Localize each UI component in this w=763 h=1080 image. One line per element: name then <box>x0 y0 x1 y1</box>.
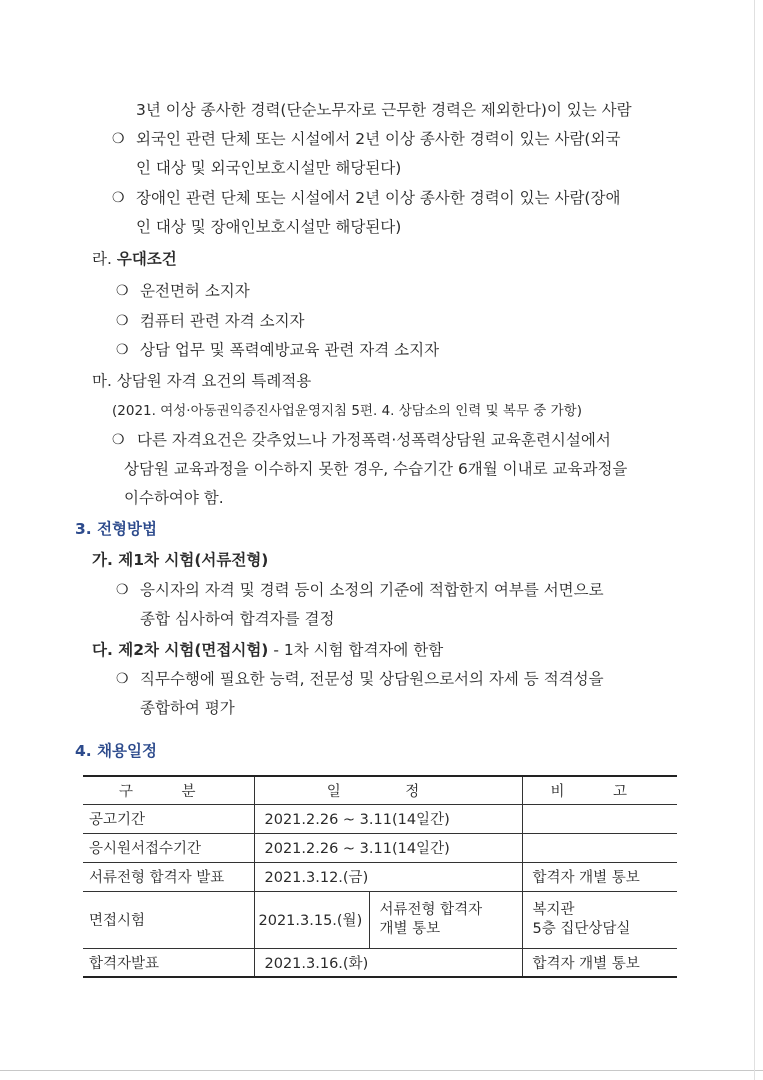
row-note-line-1: 서류전형 합격자 <box>379 901 483 918</box>
section-4-title: 4. 채용일정 <box>75 742 157 760</box>
bullet-icon: ❍ <box>116 283 129 299</box>
qualification-line-5: 인 대상 및 장애인보호시설만 해당된다) <box>136 218 402 236</box>
row-label: 응시원서접수기간 <box>83 833 254 862</box>
table-row <box>83 948 677 977</box>
exception-line-1: 다른 자격요건은 갖추었느나 가정폭력·성폭력상담원 교육훈련시설에서 <box>137 431 611 449</box>
table-row <box>83 804 677 833</box>
row-remark-line-2: 5층 집단상담실 <box>532 920 631 937</box>
header-remarks: 비 고 <box>522 776 677 804</box>
row-note-line-2: 개별 통보 <box>379 920 441 937</box>
qualification-line-3: 인 대상 및 외국인보호시설만 해당된다) <box>136 159 402 177</box>
qualification-line-4: 장애인 관련 단체 또는 시설에서 2년 이상 종사한 경력이 있는 사람(장애 <box>136 189 621 207</box>
qualification-line-1: 3년 이상 종사한 경력(단순노무자로 근무한 경력은 제외한다)이 있는 사람 <box>136 101 632 119</box>
section-ra-title: 우대조건 <box>116 250 177 268</box>
row-label: 공고기간 <box>83 804 254 833</box>
bullet-icon: ❍ <box>112 190 125 206</box>
section-ma-heading: 마. 상담원 자격 요건의 특례적용 <box>92 372 312 390</box>
stage-2-heading <box>92 640 443 660</box>
bullet-icon: ❍ <box>116 342 129 358</box>
page-edge-bottom <box>0 1070 763 1071</box>
row-date: 2021.3.12.(금) <box>254 862 522 891</box>
row-label: 서류전형 합격자 발표 <box>83 862 254 891</box>
bullet-icon: ❍ <box>116 313 129 329</box>
bullet-icon: ❍ <box>116 671 129 687</box>
header-category: 구 분 <box>83 776 254 804</box>
bullet-icon: ❍ <box>112 131 125 147</box>
table-row <box>83 833 677 862</box>
row-remark <box>522 833 677 862</box>
row-date: 2021.3.15.(월) <box>254 891 369 948</box>
stage-2-line-1: 직무수행에 필요한 능력, 전문성 및 상담원으로서의 자세 등 적격성을 <box>140 670 604 688</box>
bullet-icon: ❍ <box>116 582 129 598</box>
section-ma-note: (2021. 여성·아동권익증진사업운영지침 5편. 4. 상담소의 인력 및 복무 중 가항) <box>112 403 582 419</box>
preference-item: 운전면허 소지자 <box>140 282 250 300</box>
stage-1-line-2: 종합 심사하여 합격자를 결정 <box>140 610 335 628</box>
qualification-line-2: 외국인 관련 단체 또는 시설에서 2년 이상 종사한 경력이 있는 사람(외국 <box>136 130 621 148</box>
stage-1-line-1: 응시자의 자격 및 경력 등이 소정의 기준에 적합한지 여부를 서면으로 <box>140 581 604 599</box>
exception-line-2: 상담원 교육과정을 이수하지 못한 경우, 수습기간 6개월 이내로 교육과정을 <box>124 460 628 478</box>
page-edge-right <box>754 0 755 1080</box>
row-label: 면접시험 <box>83 891 254 948</box>
row-date: 2021.3.16.(화) <box>254 948 522 977</box>
row-remark: 합격자 개별 통보 <box>522 862 677 891</box>
stage-2-suffix: - 1차 시험 합격자에 한함 <box>268 641 444 659</box>
table-row <box>83 891 677 948</box>
section-ra-prefix: 라. <box>92 250 112 268</box>
header-schedule: 일 정 <box>254 776 522 804</box>
table-row <box>83 862 677 891</box>
stage-1-heading: 가. 제1차 시험(서류전형) <box>92 551 269 569</box>
table-header-row <box>83 776 677 804</box>
row-date: 2021.2.26 ~ 3.11(14일간) <box>254 804 522 833</box>
stage-2-title: 다. 제2차 시험(면접시험) <box>92 641 269 659</box>
preference-item: 컴퓨터 관련 자격 소지자 <box>140 312 305 330</box>
stage-2-line-2: 종합하여 평가 <box>140 699 235 717</box>
schedule-table <box>83 775 677 978</box>
section-ra-heading <box>92 249 177 269</box>
row-label: 합격자발표 <box>83 948 254 977</box>
row-remark <box>522 891 677 948</box>
row-date: 2021.2.26 ~ 3.11(14일간) <box>254 833 522 862</box>
bullet-icon: ❍ <box>112 432 125 448</box>
row-remark <box>522 804 677 833</box>
row-remark: 합격자 개별 통보 <box>522 948 677 977</box>
preference-item: 상담 업무 및 폭력예방교육 관련 자격 소지자 <box>140 341 440 359</box>
row-note <box>369 891 522 948</box>
section-3-title: 3. 전형방법 <box>75 520 157 538</box>
exception-line-3: 이수하여야 함. <box>124 489 224 507</box>
row-remark-line-1: 복지관 <box>532 901 575 918</box>
